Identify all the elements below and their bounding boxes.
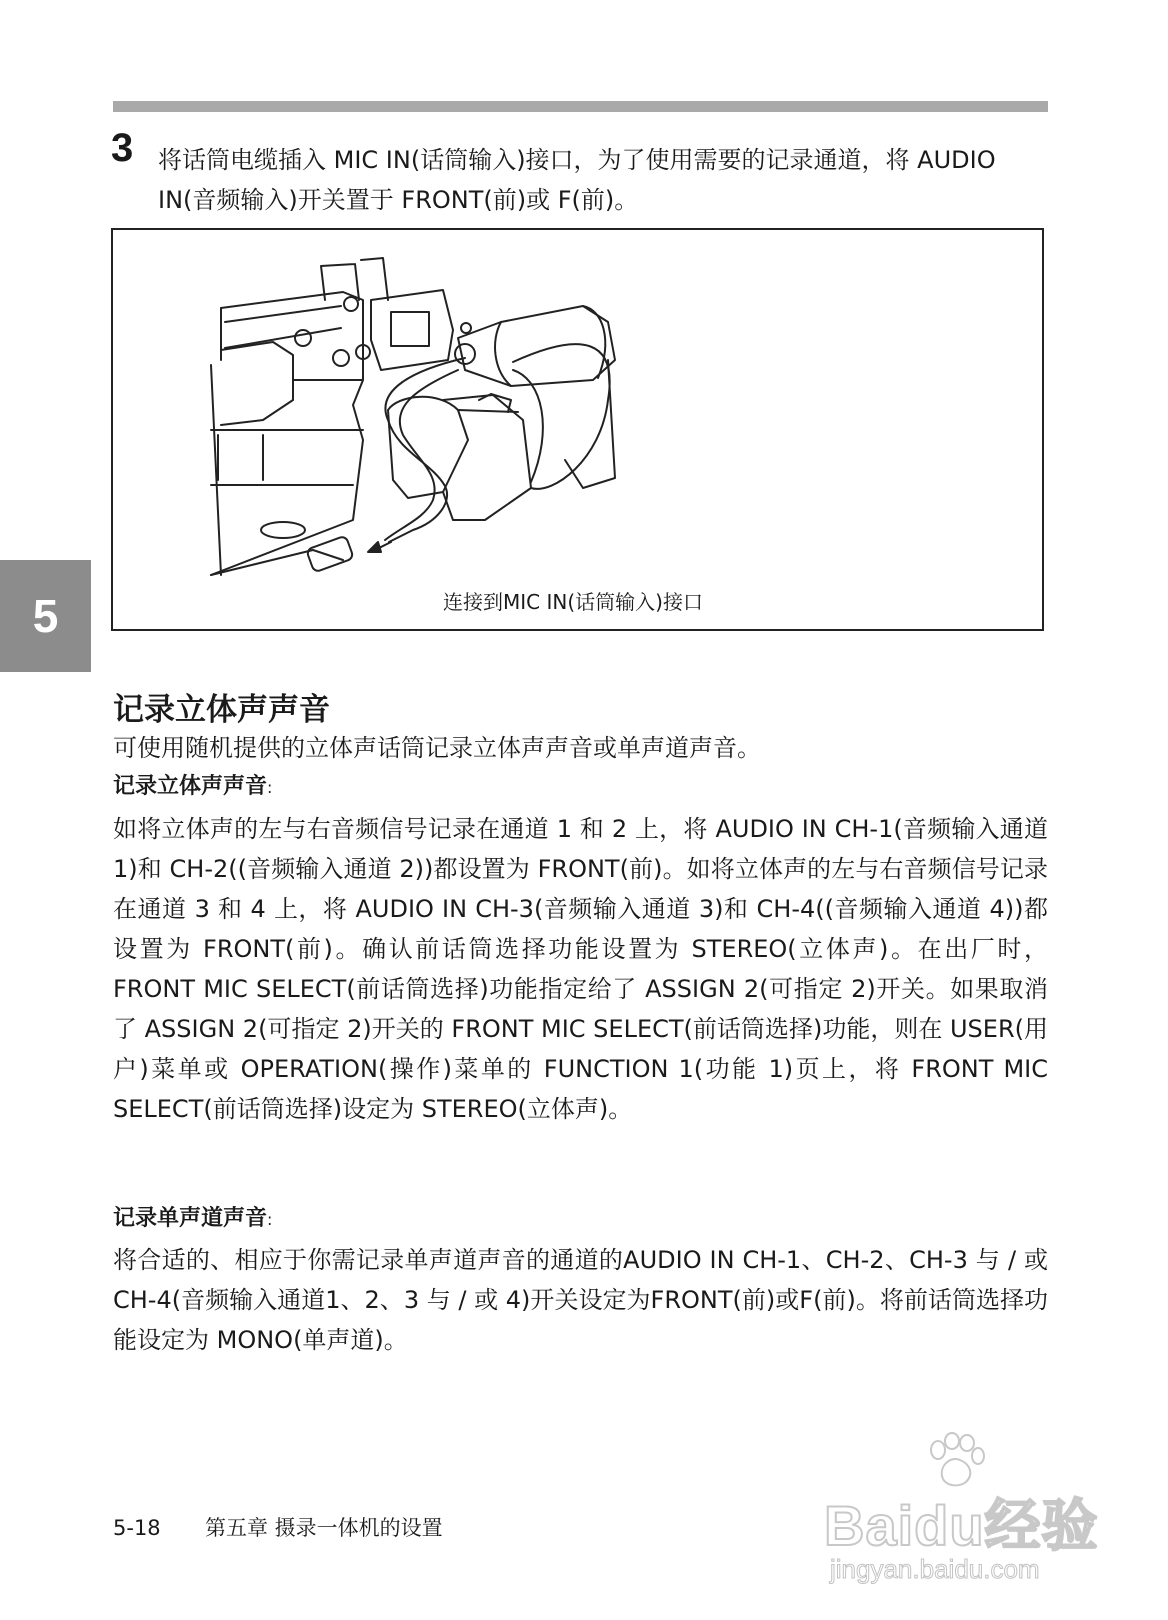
top-rule bbox=[113, 101, 1048, 112]
section-heading: 记录立体声声音 bbox=[113, 692, 330, 728]
watermark-url: jingyan.baidu.com bbox=[830, 1554, 1040, 1584]
page-footer bbox=[113, 1512, 443, 1542]
page-number: 5-18 bbox=[113, 1516, 161, 1540]
chapter-tab: 5 bbox=[0, 560, 91, 672]
figure-caption: 连接到MIC IN(话筒输入)接口 bbox=[443, 590, 703, 614]
watermark-brand: Baidu经验 bbox=[824, 1494, 1099, 1557]
figure-box bbox=[111, 228, 1044, 631]
baidu-watermark bbox=[820, 1430, 1105, 1590]
mono-paragraph: 将合适的、相应于你需记录单声道声音的通道的AUDIO IN CH-1、CH-2、CH-3 与 / 或 CH-4(音频输入通道1、2、3 与 / 或 4)开关设定为FRONT(前)或F(前)。将前话筒选择功能设定为 MONO(单声道)。 bbox=[113, 1246, 1048, 1354]
step-number: 3 bbox=[111, 126, 134, 170]
stereo-subheading: 记录立体声声音: bbox=[113, 774, 273, 799]
paw-icon bbox=[924, 1432, 988, 1488]
camcorder-illustration bbox=[113, 230, 1042, 629]
section-intro: 可使用随机提供的立体声话筒记录立体声声音或单声道声音。 bbox=[113, 734, 761, 762]
colon: : bbox=[267, 1210, 273, 1229]
chapter-title: 第五章 摄录一体机的设置 bbox=[205, 1516, 443, 1540]
step-text: 将话筒电缆插入 MIC IN(话筒输入)接口，为了使用需要的记录通道，将 AUDIO IN(音频输入)开关置于 FRONT(前)或 F(前)。 bbox=[158, 146, 996, 214]
colon: : bbox=[267, 778, 273, 797]
mono-subheading: 记录单声道声音: bbox=[113, 1206, 273, 1231]
stereo-paragraph: 如将立体声的左与右音频信号记录在通道 1 和 2 上，将 AUDIO IN CH-1(音频输入通道 1)和 CH-2((音频输入通道 2))都设置为 FRONT(前)。如将立体声的左与右音频信号记录在通道 3 和 4 上，将 AUDIO IN CH-3(音频输入通道 3)和 CH-4((音频输入通道 4))都设置为 FRONT(前)。确认前话筒选择功能设置为 STEREO(立体声)。在出厂时，FRONT MIC SELECT(前话筒选择)功能指定给了 ASSIGN 2(可指定 2)开关。如果取消了 ASSIGN 2(可指定 2)开关的 FRONT MIC SELECT(前话筒选择)功能，则在 USER(用户)菜单或 OPERATION(操作)菜单的 FUNCTION 1(功能 1)页上，将 FRONT MIC SELECT(前话筒选择)设定为 STEREO(立体声)。 bbox=[113, 815, 1048, 1123]
